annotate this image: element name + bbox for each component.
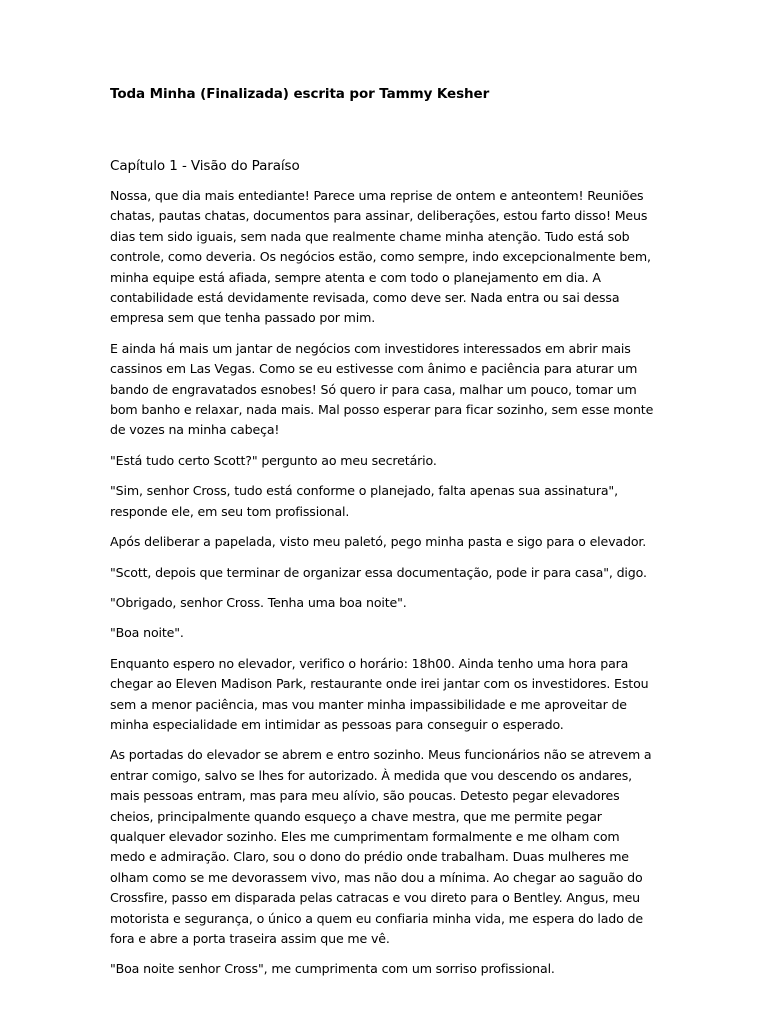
- paragraph: E ainda há mais um jantar de negócios com investidores interessados em abrir mais cassinos em Las Vegas. Como se eu estivesse com ânimo e paciência para aturar um bando de engravatados esnobes! Só quero ir para casa, malhar um pouco, tomar um bom banho e relaxar, nada mais. Mal posso esperar para ficar sozinho, sem esse monte de vozes na minha cabeça!: [110, 340, 654, 438]
- paragraph: "Obrigado, senhor Cross. Tenha uma boa noite".: [110, 594, 407, 610]
- paragraph: "Sim, senhor Cross, tudo está conforme o planejado, falta apenas sua assinatura", responde ele, em seu tom profissional.: [110, 483, 618, 519]
- paragraph: "Boa noite".: [110, 625, 184, 641]
- paragraph: "Scott, depois que terminar de organizar essa documentação, pode ir para casa", digo.: [110, 564, 647, 580]
- document-content: [110, 84, 658, 990]
- paragraph: "Está tudo certo Scott?" pergunto ao meu secretário.: [110, 452, 437, 468]
- paragraph: Nossa, que dia mais entediante! Parece uma reprise de ontem e anteontem! Reuniões chatas, pautas chatas, documentos para assinar, deliberações, estou farto disso! Meus dias tem sido iguais, sem nada que realmente chame minha atenção. Tudo está sob controle, como deveria. Os negócios estão, como sempre, indo excepcionalmente bem, minha equipe está afiada, sempre atenta e com todo o planejamento em dia. A contabilidade está devidamente revisada, como deve ser. Nada entra ou sai dessa empresa sem que tenha passado por mim.: [110, 188, 651, 326]
- body-text: [110, 186, 658, 980]
- paragraph: Enquanto espero no elevador, verifico o horário: 18h00. Ainda tenho uma hora para chegar ao Eleven Madison Park, restaurante onde irei jantar com os investidores. Estou sem a menor paciência, mas vou manter minha impassibilidade e me aproveitar de minha especialidade em intimidar as pessoas para conseguir o esperado.: [110, 655, 649, 732]
- chapter-title: Capítulo 1 - Visão do Paraíso: [110, 158, 300, 174]
- paragraph: Após deliberar a papelada, visto meu paletó, pego minha pasta e sigo para o elevador.: [110, 534, 647, 550]
- document-title: Toda Minha (Finalizada) escrita por Tammy Kesher: [110, 86, 490, 102]
- paragraph: "Boa noite senhor Cross", me cumprimenta com um sorriso profissional.: [110, 961, 555, 977]
- paragraph: As portadas do elevador se abrem e entro sozinho. Meus funcionários não se atrevem a entrar comigo, salvo se lhes for autorizado. À medida que vou descendo os andares, mais pessoas entram, mas para meu alívio, são poucas. Detesto pegar elevadores cheios, principalmente quando esqueço a chave mestra, que me permite pegar qualquer elevador sozinho. Eles me cumprimentam formalmente e me olham com medo e admiração. Claro, sou o dono do prédio onde trabalham. Duas mulheres me olham como se me devorassem vivo, mas não dou a mínima. Ao chegar ao saguão do Crossfire, passo em disparada pelas catracas e vou direto para o Bentley. Angus, meu motorista e segurança, o único a quem eu confiaria minha vida, me espera do lado de fora e abre a porta traseira assim que me vê.: [110, 747, 652, 946]
